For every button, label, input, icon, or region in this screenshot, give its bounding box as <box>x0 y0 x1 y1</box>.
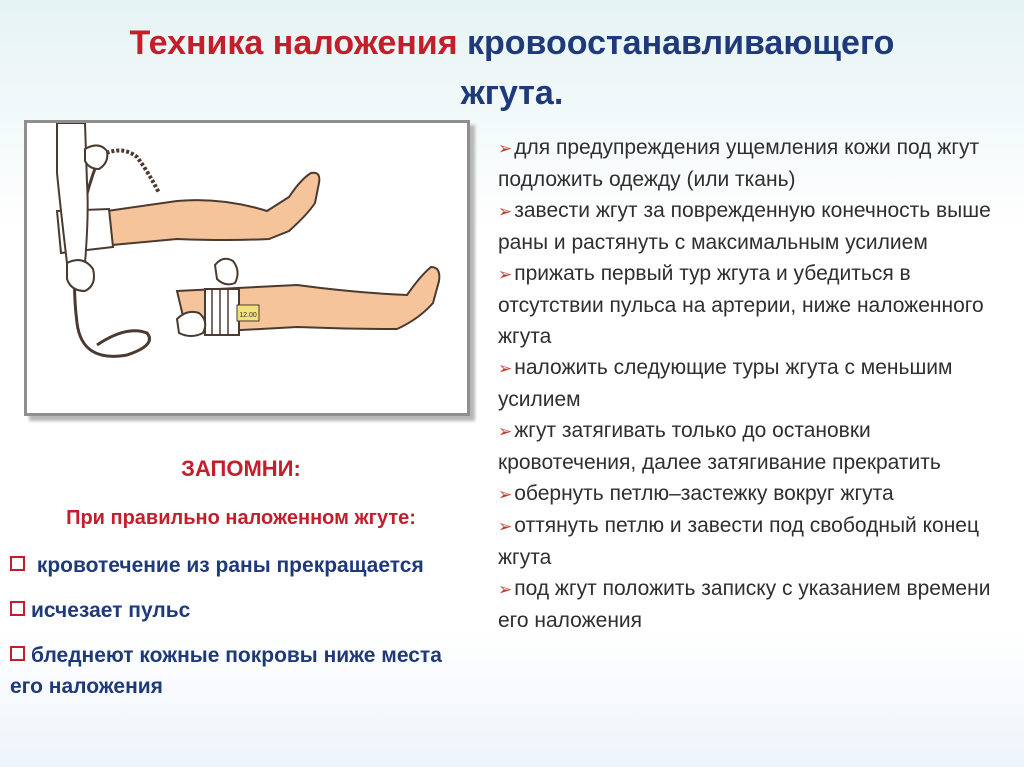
title-part-1: Техника наложения <box>129 24 467 62</box>
hand-left <box>177 312 205 336</box>
sign-item <box>10 595 480 626</box>
title-part-2: кровоостанавливающего <box>467 24 895 62</box>
step-item <box>498 352 998 415</box>
checkbox-bullet-icon <box>10 601 25 616</box>
hand-top <box>215 259 238 285</box>
upper-leg <box>107 173 319 245</box>
step-item <box>498 195 998 258</box>
arrow-marker-icon: ➢ <box>498 202 513 221</box>
tourniquet-illustration <box>24 120 470 416</box>
checkbox-bullet-icon <box>10 556 25 571</box>
signs-list <box>10 550 480 716</box>
time-note-text: 12.00 <box>239 312 257 319</box>
step-text: для предупреждения ущемления кожи под жгут подложить одежду (или ткань) <box>498 136 980 191</box>
tourniquet-illustration-svg <box>27 123 467 413</box>
arrow-marker-icon: ➢ <box>498 580 513 599</box>
sign-text: исчезает пульс <box>31 599 191 622</box>
step-text: под жгут положить записку с указанием времени его наложения <box>498 577 991 632</box>
arrow-marker-icon: ➢ <box>498 265 513 284</box>
step-item <box>498 132 998 195</box>
step-text: наложить следующие туры жгута с меньшим усилием <box>498 356 953 411</box>
assistant-hand-lower <box>67 260 94 291</box>
step-item <box>498 415 998 478</box>
remember-subheading: При правильно наложенном жгуте: <box>66 507 416 529</box>
checkbox-bullet-icon <box>10 646 25 661</box>
assistant-hand <box>85 145 107 169</box>
sign-text: кровотечение из раны прекращается <box>31 554 424 577</box>
arrow-marker-icon: ➢ <box>498 485 513 504</box>
arrow-marker-icon: ➢ <box>498 517 513 536</box>
sign-item <box>10 640 480 702</box>
remember-heading: ЗАПОМНИ: <box>181 456 301 481</box>
arrow-marker-icon: ➢ <box>498 359 513 378</box>
step-text: прижать первый тур жгута и убедиться в отсутствии пульса на артерии, ниже наложенного жгута <box>498 262 984 348</box>
sign-item <box>10 550 480 581</box>
tourniquet-band <box>205 289 239 335</box>
step-item <box>498 258 998 352</box>
procedure-steps <box>498 132 998 636</box>
sign-text: бледнеют кожные покровы ниже места его наложения <box>10 644 442 698</box>
step-item <box>498 510 998 573</box>
step-item <box>498 573 998 636</box>
step-text: оттянуть петлю и завести под свободный конец жгута <box>498 514 980 569</box>
step-text: завести жгут за поврежденную конечность выше раны и растянуть с максимальным усилием <box>498 199 991 254</box>
step-item <box>498 478 998 510</box>
tube-chain <box>102 150 159 193</box>
step-text: обернуть петлю–застежку вокруг жгута <box>514 482 894 505</box>
title-part-3: жгута. <box>460 74 564 112</box>
arrow-marker-icon: ➢ <box>498 139 513 158</box>
step-text: жгут затягивать только до остановки кровотечения, далее затягивание прекратить <box>498 419 941 474</box>
page-title <box>0 18 1024 118</box>
arrow-marker-icon: ➢ <box>498 422 513 441</box>
